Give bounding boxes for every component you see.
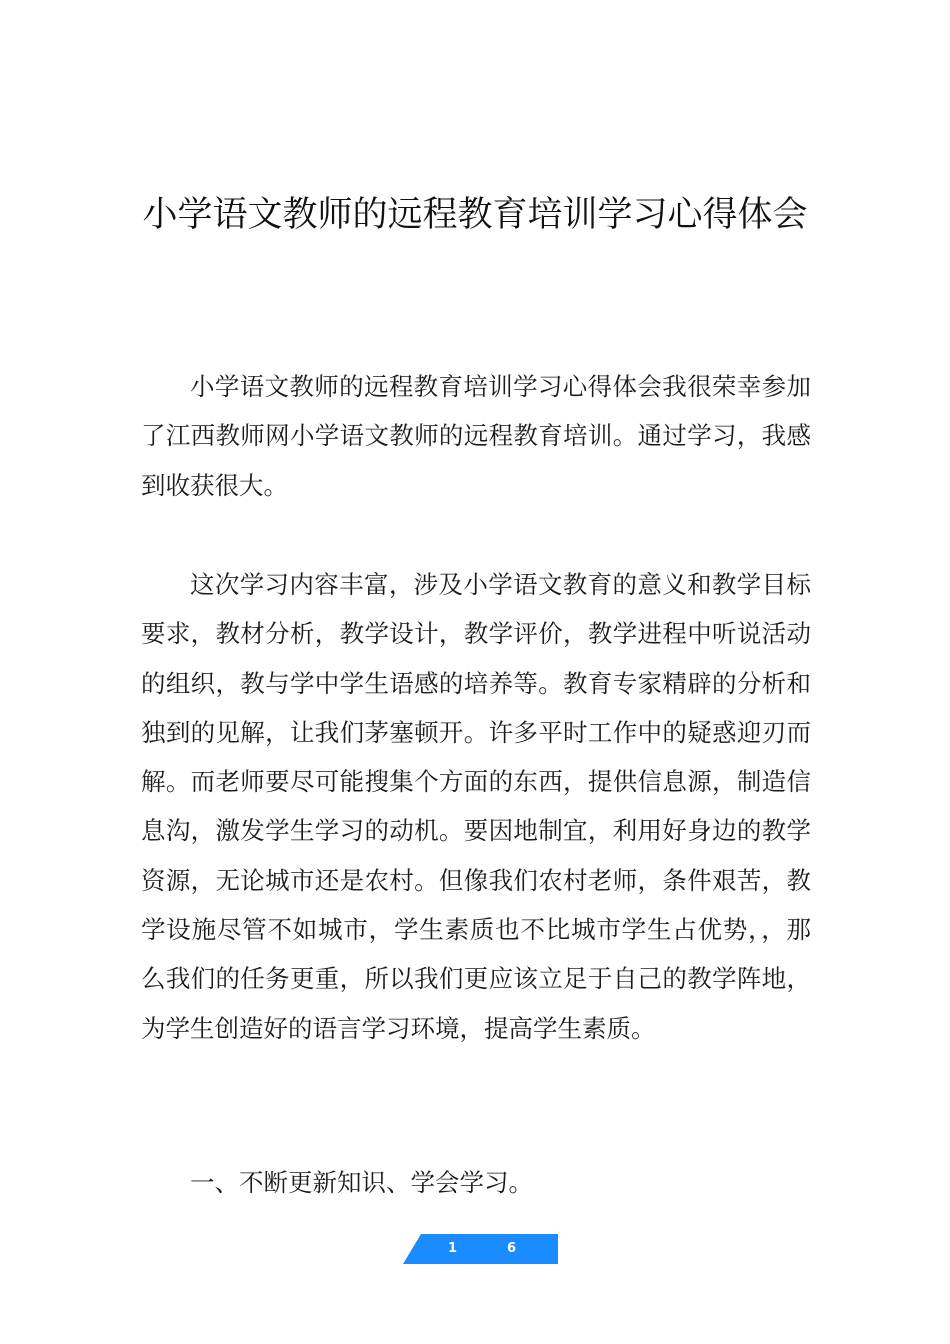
page-badge-shape	[403, 1234, 558, 1264]
paragraph-intro: 小学语文教师的远程教育培训学习心得体会我很荣幸参加了江西教师网小学语文教师的远程教育培训。通过学习，我感到收获很大。	[141, 372, 811, 500]
total-page-number: 6	[507, 1241, 517, 1256]
page-number-badge	[403, 1234, 558, 1264]
document-title: 小学语文教师的远程教育培训学习心得体会	[142, 195, 808, 235]
section-heading-one: 一、不断更新知识、学会学习。	[190, 1168, 533, 1197]
current-page-number: 1	[448, 1241, 458, 1256]
paragraph-content: 这次学习内容丰富，涉及小学语文教育的意义和教学目标要求，教材分析，教学设计，教学评价，教学进程中听说活动的组织，教与学中学生语感的培养等。教育专家精辟的分析和独到的见解，让我们茅塞顿开。许多平时工作中的疑惑迎刃而解。而老师要尽可能搜集个方面的东西，提供信息源，制造信息沟，激发学生学习的动机。要因地制宜，利用好身边的教学资源，无论城市还是农村。但像我们农村老师，条件艰苦，教学设施尽管不如城市，学生素质也不比城市学生占优势，，那么我们的任务更重，所以我们更应该立足于自己的教学阵地，为学生创造好的语言学习环境，提高学生素质。	[141, 570, 811, 1043]
